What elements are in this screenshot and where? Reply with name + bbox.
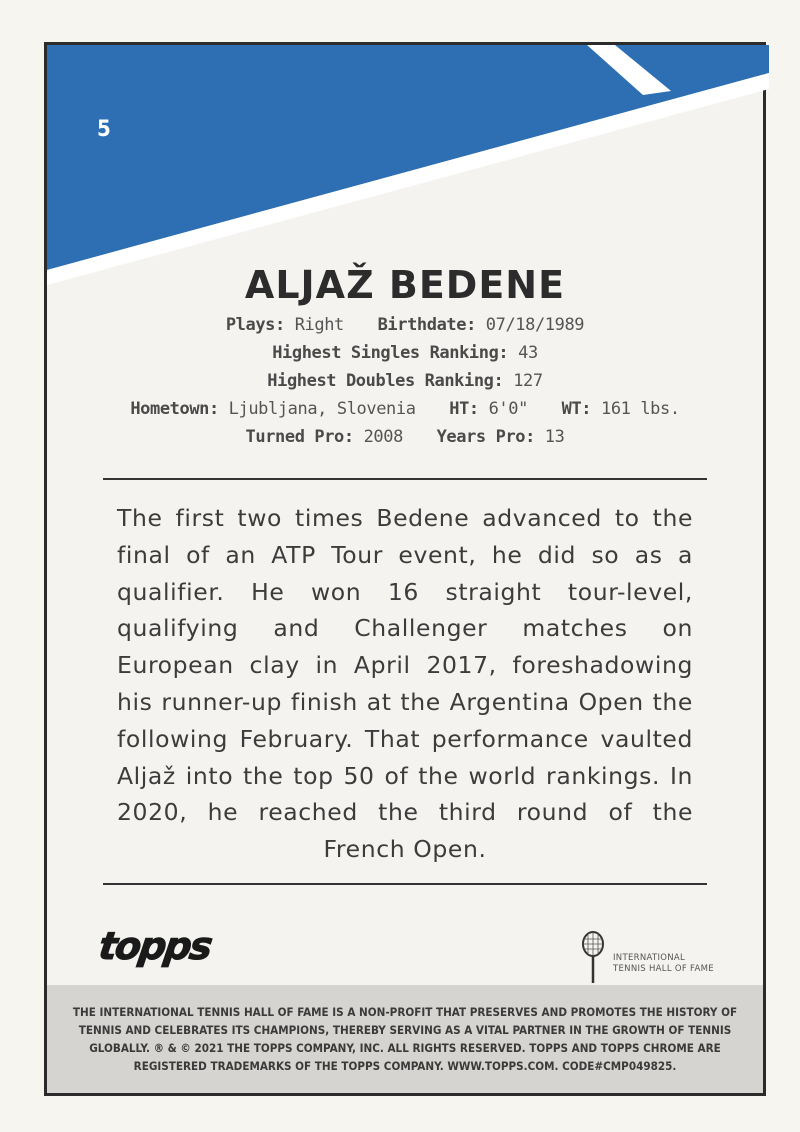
plays-label: Plays:	[225, 315, 285, 335]
svg-text:topps: topps	[95, 925, 214, 969]
player-stats	[47, 311, 763, 451]
topps-logo	[95, 919, 214, 971]
legal-text: THE INTERNATIONAL TENNIS HALL OF FAME IS A NON-PROFIT THAT PRESERVES AND PROMOTES THE HISTORY OF TENNIS AND CELEBRATES ITS CHAMPIONS, THEREBY SERVING AS A VITAL PARTNER IN THE GROWTH OF TENNIS GLOBALLY. ® & © 2021 THE TOPPS COMPANY, INC. ALL RIGHTS RESERVED. TOPPS AND TOPPS CHROME ARE REGISTERED TRADEMARKS OF THE TOPPS COMPANY. WWW.TOPPS.COM. CODE#CMP049825.	[72, 1005, 738, 1073]
stats-row-3	[47, 367, 763, 395]
legal-footer	[47, 985, 763, 1093]
weight-value: 161 lbs.	[600, 399, 680, 419]
hometown-label: Hometown:	[130, 399, 219, 419]
singles-ranking-label: Highest Singles Ranking:	[272, 343, 509, 363]
years-pro-value: 13	[544, 427, 565, 447]
turned-pro-label: Turned Pro:	[245, 427, 354, 447]
singles-ranking-value: 43	[518, 343, 538, 363]
ithf-line-1: INTERNATIONAL	[613, 953, 686, 963]
player-name: ALJAŽ BEDENE	[244, 263, 566, 307]
ithf-line-2: TENNIS HALL OF FAME	[613, 964, 714, 974]
player-bio: The first two times Bedene advanced to the final of an ATP Tour event, he did so as a qualifier. He won 16 straight tour-level, qualifying and Challenger matches on European clay in April 2017, foreshadowing his runner-up finish at the Argentina Open the following February. That performance vaulted Aljaž into the top 50 of the world rankings. In 2020, he reached the third round of the French Open.	[117, 504, 693, 864]
stats-row-2	[47, 339, 763, 367]
ithf-label	[613, 953, 714, 975]
stats-row-5	[47, 423, 763, 451]
stats-row-4	[47, 395, 763, 423]
divider-top	[103, 478, 707, 480]
trading-card-back	[44, 42, 766, 1096]
birthdate-label: Birthdate:	[377, 315, 476, 335]
weight-label: WT:	[561, 399, 592, 419]
stats-row-1	[47, 311, 763, 339]
doubles-ranking-value: 127	[513, 371, 543, 391]
doubles-ranking-label: Highest Doubles Ranking:	[267, 371, 504, 391]
plays-value: Right	[294, 315, 344, 335]
height-label: HT:	[449, 399, 479, 419]
ithf-logo	[579, 931, 749, 987]
divider-bottom	[103, 883, 707, 885]
turned-pro-value: 2008	[363, 427, 403, 447]
tennis-racket-icon	[579, 931, 607, 987]
card-number: 5	[97, 117, 111, 142]
years-pro-label: Years Pro:	[436, 427, 535, 447]
hometown-value: Ljubljana, Slovenia	[228, 399, 416, 419]
birthdate-value: 07/18/1989	[485, 315, 585, 335]
height-value: 6'0"	[488, 399, 528, 419]
